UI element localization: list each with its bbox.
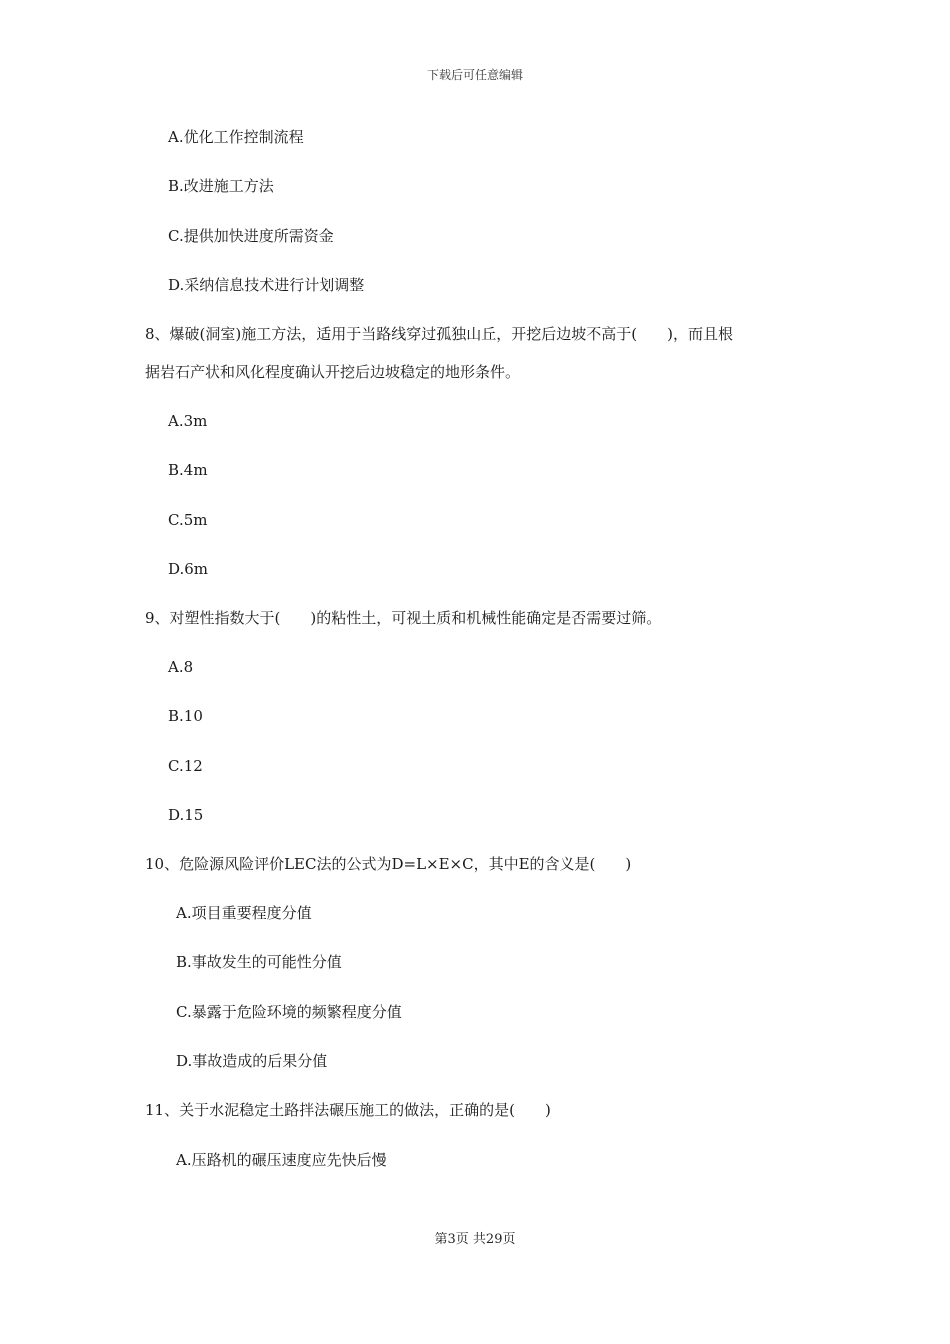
option-a-q9: A.8 bbox=[168, 658, 194, 676]
option-d-q8: D.6m bbox=[168, 560, 209, 578]
option-c-q7: C.提供加快进度所需资金 bbox=[168, 227, 334, 245]
option-b-q8: B.4m bbox=[168, 461, 208, 479]
option-d-q10: D.事故造成的后果分值 bbox=[176, 1052, 328, 1070]
option-b-q10: B.事故发生的可能性分值 bbox=[176, 953, 342, 971]
option-b-q9: B.10 bbox=[168, 707, 203, 725]
option-d-q9: D.15 bbox=[168, 806, 204, 824]
option-b-q7: B.改进施工方法 bbox=[168, 177, 274, 195]
question-11: 11、关于水泥稳定土路拌法碾压施工的做法，正确的是( ) bbox=[145, 1101, 551, 1119]
option-c-q10: C.暴露于危险环境的频繁程度分值 bbox=[176, 1003, 402, 1021]
page-header: 下载后可任意编辑 bbox=[426, 68, 523, 82]
question-8-line-2: 据岩石产状和风化程度确认开挖后边坡稳定的地形条件。 bbox=[145, 363, 521, 381]
option-c-q8: C.5m bbox=[168, 511, 208, 529]
option-a-q11: A.压路机的碾压速度应先快后慢 bbox=[176, 1151, 387, 1169]
page-footer: 第3页 共29页 bbox=[434, 1232, 516, 1247]
option-a-q8: A.3m bbox=[168, 412, 208, 430]
option-a-q10: A.项目重要程度分值 bbox=[176, 904, 312, 922]
option-a-q7: A.优化工作控制流程 bbox=[168, 128, 304, 146]
question-10: 10、危险源风险评价LEC法的公式为D=L×E×C，其中E的含义是( ) bbox=[145, 855, 632, 873]
option-c-q9: C.12 bbox=[168, 757, 203, 775]
option-d-q7: D.采纳信息技术进行计划调整 bbox=[168, 276, 365, 294]
question-9: 9、对塑性指数大于( )的粘性土，可视土质和机械性能确定是否需要过筛。 bbox=[145, 609, 662, 627]
question-8-line-1: 8、爆破(洞室)施工方法，适用于当路线穿过孤独山丘，开挖后边坡不高于( )，而且根 bbox=[145, 325, 733, 343]
